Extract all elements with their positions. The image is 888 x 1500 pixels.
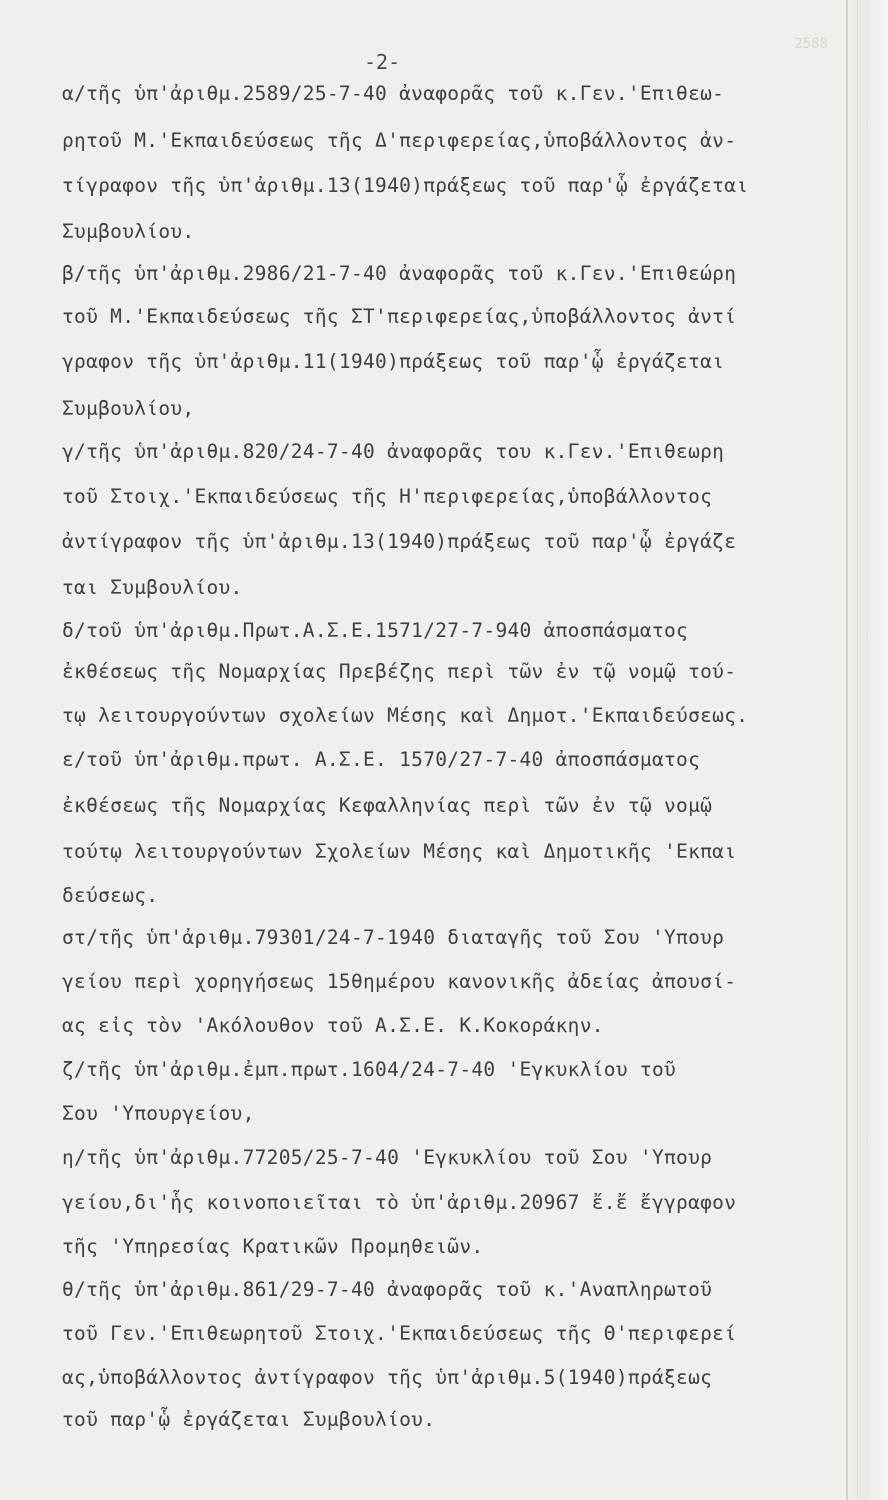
text-line: γραφον τῆς ὑπ'ἀριθμ.11(1940)πράξεως τοῦ παρ'ᾧ ἐργάζεται <box>62 350 725 373</box>
margin-mark: 2588 <box>794 36 828 52</box>
text-line: ἐκθέσεως τῆς Νομαρχίας Πρεβέζης περὶ τῶν ἐν τῷ νομῷ τού- <box>62 660 737 683</box>
text-line: δ/τοῦ ὑπ'ἀριθμ.Πρωτ.Α.Σ.Ε.1571/27-7-940 ἀποσπάσματος <box>62 619 689 642</box>
text-line: γ/τῆς ὑπ'ἀριθμ.820/24-7-40 ἀναφορᾶς του κ.Γεν.'Επιθεωρη <box>62 440 725 463</box>
text-line: ας εἰς τὸν 'Ακόλουθον τοῦ Α.Σ.Ε. Κ.Κοκοράκην. <box>62 1014 604 1037</box>
binding-line <box>846 0 848 1500</box>
text-line: τούτῳ λειτουργούντων Σχολείων Μέσης καὶ Δημοτικῆς 'Εκπαι <box>62 840 737 863</box>
text-line: ε/τοῦ ὑπ'ἀριθμ.πρωτ. Α.Σ.Ε. 1570/27-7-40 ἀποσπάσματος <box>62 748 701 771</box>
text-line: τοῦ Μ.'Εκπαιδεύσεως τῆς ΣΤ'περιφερείας,ὑποβάλλοντος ἀντί <box>62 305 737 328</box>
text-line: ἐκθέσεως τῆς Νομαρχίας Κεφαλληνίας περὶ τῶν ἐν τῷ νομῷ <box>62 794 713 817</box>
text-line: ζ/τῆς ὑπ'ἀριθμ.ἐμπ.πρωτ.1604/24-7-40 'Εγκυκλίου τοῦ <box>62 1058 677 1081</box>
text-line: γείου,δι'ἧς κοινοποιεῖται τὸ ὑπ'ἀριθμ.20967 ἔ.ἔ ἔγγραφον <box>62 1191 737 1214</box>
text-line: ἀντίγραφον τῆς ὑπ'ἀριθμ.13(1940)πράξεως τοῦ παρ'ᾧ ἐργάζε <box>62 530 737 553</box>
text-line: τοῦ Στοιχ.'Εκπαιδεύσεως τῆς Η'περιφερείας,ὑποβάλλοντος <box>62 485 713 508</box>
text-line: α/τῆς ὑπ'ἀριθμ.2589/25-7-40 ἀναφορᾶς τοῦ κ.Γεν.'Επιθεω- <box>62 82 725 105</box>
text-line: τοῦ Γεν.'Επιθεωρητοῦ Στοιχ.'Εκπαιδεύσεως τῆς Θ'περιφερεί <box>62 1322 737 1345</box>
text-line: στ/τῆς ὑπ'ἀριθμ.79301/24-7-1940 διαταγῆς τοῦ Σου 'Υπουρ <box>62 926 725 949</box>
text-line: ται Συμβουλίου. <box>62 576 243 599</box>
text-line: η/τῆς ὑπ'ἀριθμ.77205/25-7-40 'Εγκυκλίου τοῦ Σου 'Υπουρ <box>62 1146 713 1169</box>
text-line: θ/τῆς ὑπ'ἀριθμ.861/29-7-40 ἀναφορᾶς τοῦ κ.'Αναπληρωτοῦ <box>62 1278 713 1301</box>
text-line: τίγραφον τῆς ὑπ'ἀριθμ.13(1940)πράξεως τοῦ παρ'ᾧ ἐργάζεται <box>62 174 749 197</box>
text-line: Σου 'Υπουργείου, <box>62 1102 255 1125</box>
text-line: β/τῆς ὑπ'ἀριθμ.2986/21-7-40 ἀναφορᾶς τοῦ κ.Γεν.'Επιθεώρη <box>62 262 737 285</box>
binding-line <box>857 0 858 1500</box>
text-line: ας,ὑποβάλλοντος ἀντίγραφον τῆς ὑπ'ἀριθμ.5(1940)πράξεως <box>62 1366 713 1389</box>
text-line: ρητοῦ Μ.'Εκπαιδεύσεως τῆς Δ'περιφερείας,ὑποβάλλοντος ἀν- <box>62 129 737 152</box>
text-line: δεύσεως. <box>62 884 159 907</box>
text-line: Συμβουλίου, <box>62 397 195 420</box>
text-line: τῆς 'Υπηρεσίας Κρατικῶν Προμηθειῶν. <box>62 1235 484 1258</box>
binding-line <box>867 0 868 1500</box>
text-line: τῳ λειτουργούντων σχολείων Μέσης καὶ Δημοτ.'Εκπαιδεύσεως. <box>62 704 749 727</box>
text-line: γείου περὶ χορηγήσεως 15θημέρου κανονικῆς ἀδείας ἀπουσί- <box>62 970 737 993</box>
page-edge-shadow <box>842 0 888 1500</box>
text-line: Συμβουλίου. <box>62 220 195 243</box>
page-number: -2- <box>364 50 401 74</box>
text-line: τοῦ παρ'ᾧ ἐργάζεται Συμβουλίου. <box>62 1408 436 1431</box>
